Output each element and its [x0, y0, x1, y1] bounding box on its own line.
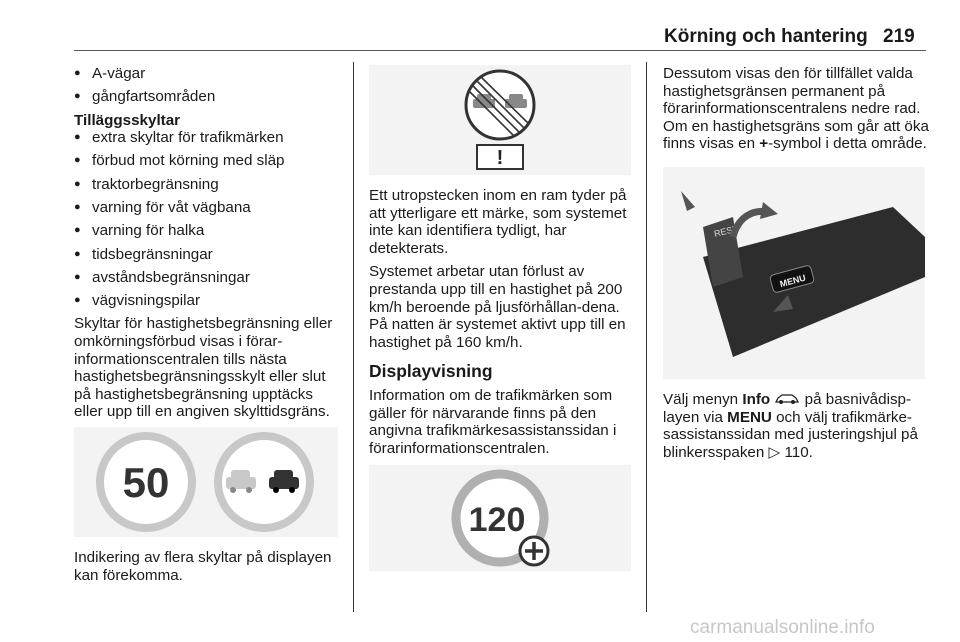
arrow-icon — [681, 191, 695, 211]
column-divider — [646, 62, 647, 612]
figure-caption: Indikering av flera skyltar på displayen kan förekomma. — [74, 548, 332, 584]
page-ref: 110. — [780, 443, 813, 461]
column-divider — [353, 62, 354, 612]
speed-sign-value: 50 — [122, 458, 170, 506]
figure-end-no-overtaking — [369, 65, 631, 175]
signs-illustration — [74, 427, 338, 537]
bullet-item: ● A-vägar — [74, 65, 342, 83]
figure-speed-120 — [369, 465, 631, 571]
speed-120-illustration — [369, 465, 631, 571]
bullet-item: ● förbud mot körning med släp — [74, 152, 342, 170]
paragraph: Dessutom visas den för tillfället valda hastighetsgränsen permanent på förarinformationscentralens nedre rad. Om en hastighetsgräns som går att öka finns visas en +-symbol i detta område. — [663, 65, 929, 153]
menu-label: MENU — [778, 272, 807, 290]
paragraph: Välj menyn Info på basnivådisp-layen via MENU och välj trafikmärke-sassistanssidan med justeringshjul på blinkersspaken ▷ 110. — [663, 390, 918, 461]
reset-label: RESET — [713, 221, 745, 239]
stalk-illustration — [663, 167, 925, 379]
column-2 — [369, 65, 635, 571]
page-ref-icon: ▷ — [768, 443, 781, 461]
column-3 — [663, 65, 929, 467]
page-number: 219 — [883, 26, 915, 47]
paragraph: Skyltar för hastighetsbegränsning eller omkörningsförbud visas i förar-informationscentralen tills nästa hastighetsbegränsningsskylt eller slut på hastighetsbegränsning upptäcks eller upp till en angiven skylttidsgräns. — [74, 315, 333, 421]
bullet-item: ● varning för våt vägbana — [74, 199, 342, 217]
end-sign-illustration — [369, 65, 631, 175]
bullet-item: ● vägvisningspilar — [74, 292, 342, 310]
watermark: carmanualsonline.info — [690, 617, 875, 638]
header-rule — [74, 50, 926, 51]
bullet-list-sub — [74, 129, 342, 310]
paragraph: Ett utropstecken inom en ram tyder på att ytterligare ett märke, som systemet inte kan identifiera tydligt, har detekterats. — [369, 187, 627, 257]
exclamation-mark: ! — [496, 147, 504, 169]
menu-label: MENU — [727, 408, 772, 426]
bullet-item: ● varning för halka — [74, 222, 342, 240]
header-title: Körning och hantering — [664, 26, 868, 47]
bullet-item: ● traktorbegränsning — [74, 176, 342, 194]
car-icon — [774, 392, 800, 405]
paragraph: Information om de trafikmärken som gäller för närvarande finns på den angivna trafikmärkesassistanssidan i förarinformationscentralen. — [369, 386, 617, 457]
bullet-item: ● tidsbegränsningar — [74, 246, 342, 264]
column-1 — [74, 65, 342, 590]
speed-sign-value: 120 — [468, 501, 526, 540]
section-heading: Displayvisning — [369, 361, 493, 382]
plus-symbol: + — [759, 135, 769, 153]
bullet-item: ● extra skyltar för trafikmärken — [74, 129, 342, 147]
subheading: Tilläggsskyltar — [74, 111, 181, 129]
figure-stalk — [663, 167, 925, 379]
figure-speed-signs — [74, 427, 338, 537]
info-label: Info — [742, 390, 771, 408]
paragraph: Systemet arbetar utan förlust av prestanda upp till en hastighet på 200 km/h beroende på ljusförhållan-dena. På natten är systemet aktivt upp till en hastighet på 160 km/h. — [369, 263, 626, 351]
bullet-item: ● gångfartsområden — [74, 88, 342, 106]
bullet-list-top — [74, 65, 342, 106]
bullet-item: ● avståndsbegränsningar — [74, 269, 342, 287]
arrow-icon — [760, 202, 778, 219]
